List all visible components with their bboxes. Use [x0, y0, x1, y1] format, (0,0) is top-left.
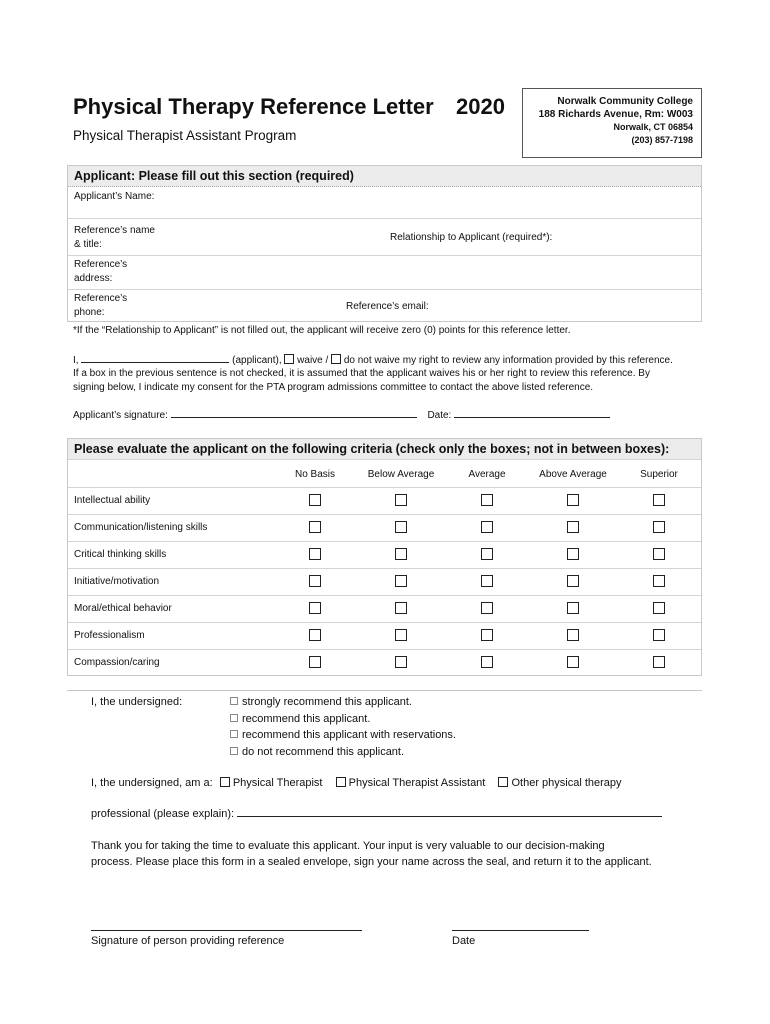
- recommend-option[interactable]: [230, 746, 456, 763]
- recommend-checkbox[interactable]: [230, 714, 238, 722]
- divider: [67, 690, 702, 691]
- rating-checkbox[interactable]: [395, 521, 407, 533]
- recommend-option-label: do not recommend this applicant.: [242, 745, 405, 758]
- rating-checkbox[interactable]: [395, 575, 407, 587]
- rating-checkbox[interactable]: [481, 494, 493, 506]
- criteria-row: [68, 595, 701, 623]
- rating-checkbox[interactable]: [481, 602, 493, 614]
- rating-checkbox[interactable]: [653, 494, 665, 506]
- form-subtitle: Physical Therapist Assistant Program: [73, 128, 297, 143]
- not-waive-checkbox[interactable]: [331, 354, 341, 364]
- evaluation-heading: Please evaluate the applicant on the following criteria (check only the boxes; not in between boxes):: [68, 439, 701, 460]
- rating-checkbox[interactable]: [653, 602, 665, 614]
- form-year: 2020: [456, 94, 505, 119]
- rating-checkbox[interactable]: [481, 629, 493, 641]
- rating-checkbox[interactable]: [309, 575, 321, 587]
- rating-checkbox[interactable]: [395, 629, 407, 641]
- address-line-college: Norwalk Community College: [557, 96, 693, 107]
- rating-checkbox[interactable]: [567, 548, 579, 560]
- profession-explain-blank[interactable]: [237, 816, 662, 817]
- address-line-city: Norwalk, CT 06854: [613, 122, 693, 132]
- evaluation-column-headers: [68, 459, 701, 489]
- column-header: Average: [468, 469, 506, 480]
- rating-checkbox[interactable]: [481, 521, 493, 533]
- reference-name-label: Reference’s name & title:: [74, 225, 155, 250]
- criteria-row: [68, 487, 701, 515]
- rating-checkbox[interactable]: [309, 521, 321, 533]
- rating-checkbox[interactable]: [481, 548, 493, 560]
- reference-address-label: Reference’s address:: [74, 259, 128, 284]
- recommend-label: I, the undersigned:: [91, 696, 183, 708]
- applicant-name-blank[interactable]: [81, 362, 229, 363]
- reference-signature-label: Signature of person providing reference: [91, 935, 285, 947]
- recommend-checkbox[interactable]: [230, 697, 238, 705]
- rating-checkbox[interactable]: [567, 656, 579, 668]
- recommend-option[interactable]: [230, 729, 456, 746]
- column-header: No Basis: [294, 469, 335, 480]
- pta-checkbox[interactable]: [336, 777, 346, 787]
- rating-checkbox[interactable]: [567, 521, 579, 533]
- applicant-section: [67, 165, 702, 322]
- recommend-checkbox[interactable]: [230, 730, 238, 738]
- reference-phone-label: Reference’s phone:: [74, 293, 128, 318]
- recommend-options: [230, 696, 456, 762]
- reference-signature-line[interactable]: [91, 930, 362, 931]
- waiver-explanation-2: signing below, I indicate my consent for the PTA program admissions committee to contact the above listed reference.: [73, 382, 594, 393]
- rating-checkbox[interactable]: [395, 656, 407, 668]
- reference-date-label: Date: [452, 935, 476, 947]
- rating-checkbox[interactable]: [567, 602, 579, 614]
- column-header: Superior: [640, 469, 678, 480]
- rating-checkbox[interactable]: [567, 629, 579, 641]
- criteria-row: [68, 541, 701, 569]
- rating-checkbox[interactable]: [395, 602, 407, 614]
- closing-line-2: process. Please place this form in a sealed envelope, sign your name across the seal, and return it to the applicant.: [91, 856, 652, 868]
- applicant-signature-row: Applicant’s signature: Date:: [73, 410, 610, 421]
- recommend-checkbox[interactable]: [230, 747, 238, 755]
- rating-checkbox[interactable]: [309, 548, 321, 560]
- address-line-phone: (203) 857-7198: [631, 135, 693, 145]
- profession-explain-row: professional (please explain):: [91, 808, 662, 820]
- rating-checkbox[interactable]: [567, 494, 579, 506]
- criteria-row: [68, 649, 701, 677]
- address-line-street: 188 Richards Avenue, Rm: W003: [538, 109, 693, 120]
- criteria-label: Moral/ethical behavior: [74, 603, 172, 614]
- rating-checkbox[interactable]: [653, 629, 665, 641]
- rating-checkbox[interactable]: [481, 656, 493, 668]
- applicant-name-label: Applicant’s Name:: [74, 191, 155, 202]
- criteria-label: Professionalism: [74, 630, 145, 641]
- criteria-label: Critical thinking skills: [74, 549, 167, 560]
- criteria-label: Compassion/caring: [74, 657, 160, 668]
- applicant-date-blank[interactable]: [454, 417, 610, 418]
- reference-date-line[interactable]: [452, 930, 589, 931]
- evaluation-grid: [68, 487, 701, 677]
- rating-checkbox[interactable]: [309, 602, 321, 614]
- recommend-option-label: recommend this applicant.: [242, 712, 371, 725]
- reference-email-label: Reference’s email:: [346, 301, 429, 312]
- rating-checkbox[interactable]: [653, 521, 665, 533]
- criteria-row: [68, 568, 701, 596]
- rating-checkbox[interactable]: [653, 656, 665, 668]
- recommend-option-label: strongly recommend this applicant.: [242, 696, 412, 708]
- recommend-option[interactable]: [230, 696, 456, 713]
- form-title: Physical Therapy Reference Letter: [73, 94, 434, 119]
- other-checkbox[interactable]: [498, 777, 508, 787]
- rating-checkbox[interactable]: [653, 575, 665, 587]
- column-header: Below Average: [367, 469, 435, 480]
- rating-checkbox[interactable]: [395, 494, 407, 506]
- column-header: Above Average: [539, 469, 607, 480]
- relationship-note: *If the “Relationship to Applicant” is not filled out, the applicant will receive zero (0) points for this reference letter.: [73, 325, 571, 336]
- rating-checkbox[interactable]: [309, 494, 321, 506]
- rating-checkbox[interactable]: [309, 656, 321, 668]
- waiver-line: I, (applicant), waive / do not waive my right to review any information provided by this reference.: [73, 355, 673, 366]
- criteria-label: Initiative/motivation: [74, 576, 160, 587]
- waive-checkbox[interactable]: [284, 354, 294, 364]
- applicant-section-heading: Applicant: Please fill out this section (required): [68, 166, 701, 187]
- recommend-option[interactable]: [230, 713, 456, 730]
- pt-checkbox[interactable]: [220, 777, 230, 787]
- criteria-row: [68, 514, 701, 542]
- profession-row: I, the undersigned, am a: Physical Therapist Physical Therapist Assistant Other physical therapy: [91, 777, 622, 789]
- criteria-row: [68, 622, 701, 650]
- applicant-signature-blank[interactable]: [171, 417, 417, 418]
- rating-checkbox[interactable]: [395, 548, 407, 560]
- rating-checkbox[interactable]: [567, 575, 579, 587]
- criteria-label: Communication/listening skills: [74, 522, 208, 533]
- rating-checkbox[interactable]: [481, 575, 493, 587]
- rating-checkbox[interactable]: [309, 629, 321, 641]
- criteria-label: Intellectual ability: [74, 495, 151, 506]
- recommend-option-label: recommend this applicant with reservations.: [242, 729, 456, 741]
- address-box: [522, 88, 702, 158]
- evaluation-section: [67, 438, 702, 676]
- rating-checkbox[interactable]: [653, 548, 665, 560]
- waiver-explanation-1: If a box in the previous sentence is not checked, it is assumed that the applicant waives his or her right to review this reference. By: [73, 368, 650, 379]
- closing-line-1: Thank you for taking the time to evaluate this applicant. Your input is very valuable to our decision-making: [91, 840, 605, 852]
- relationship-label: Relationship to Applicant (required*):: [390, 232, 553, 243]
